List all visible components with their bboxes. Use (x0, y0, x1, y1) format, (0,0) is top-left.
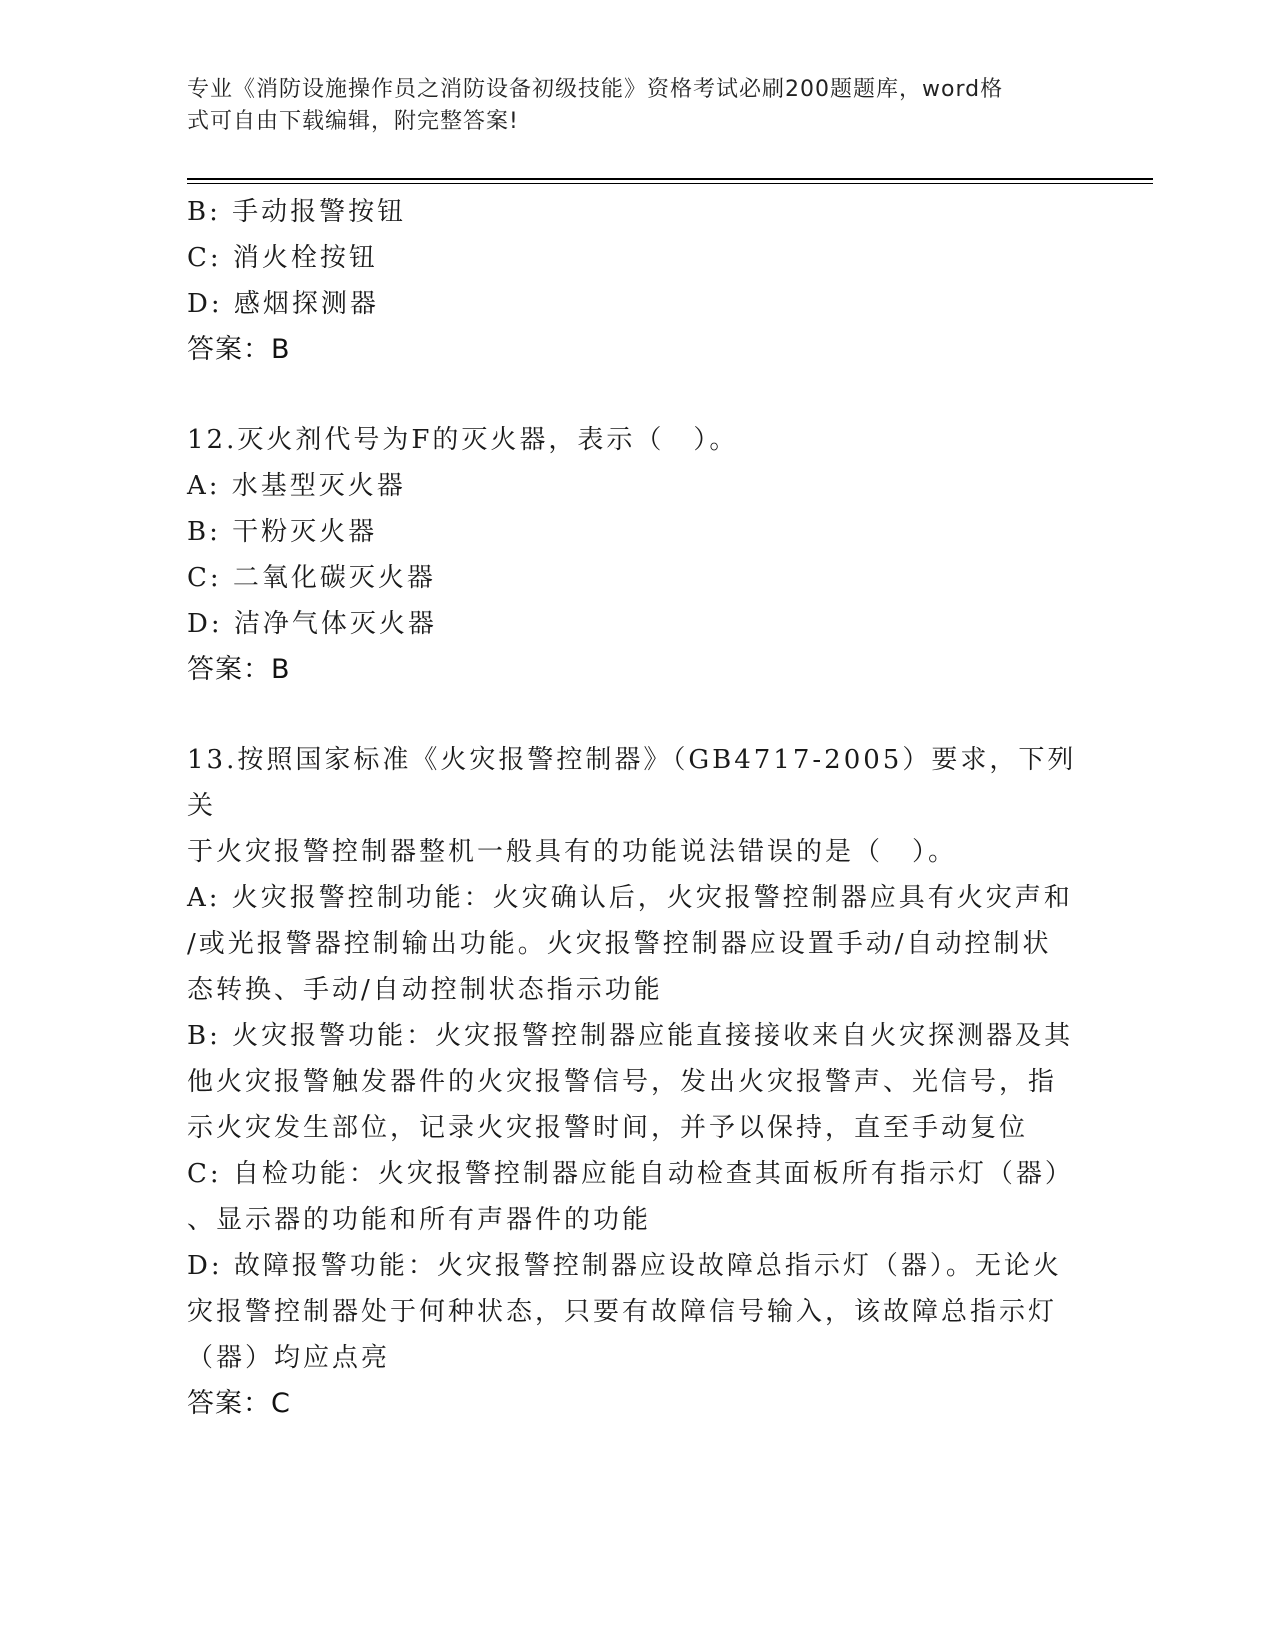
spacer (187, 693, 1077, 737)
header-divider-thick (187, 178, 1153, 180)
document-header (187, 74, 1067, 138)
option-c-line-1: C: 自检功能：火灾报警控制器应能自动检查其面板所有指示灯（器） (187, 1159, 1074, 1189)
option-c: C: 消火栓按钮 (187, 243, 378, 273)
option-d: D: 洁净气体灭火器 (187, 609, 437, 639)
option-d-line-3: （器）均应点亮 (187, 1343, 391, 1373)
option-a-line-1: A: 火灾报警控制功能：火灾确认后，火灾报警控制器应具有火灾声和 (187, 883, 1073, 913)
option-b-line-1: B: 火灾报警功能：火灾报警控制器应能直接接收来自火灾探测器及其 (187, 1021, 1074, 1051)
option-b: B: 手动报警按钮 (187, 197, 407, 227)
option-d: D: 感烟探测器 (187, 289, 379, 319)
document-body (187, 189, 1077, 1427)
option-a-line-2: /或光报警器控制输出功能。火灾报警控制器应设置手动/自动控制状 (187, 929, 1052, 959)
answer-line: 答案：B (187, 334, 291, 365)
option-d-line-2: 灾报警控制器处于何种状态，只要有故障信号输入，该故障总指示灯 (187, 1297, 1058, 1327)
option-a: A: 水基型灭火器 (187, 471, 406, 501)
option-a-line-3: 态转换、手动/自动控制状态指示功能 (187, 975, 663, 1005)
question-12-block (187, 417, 1077, 693)
option-c: C: 二氧化碳灭火器 (187, 563, 436, 593)
header-divider-thin (187, 183, 1153, 184)
option-b-line-2: 他火灾报警触发器件的火灾报警信号，发出火灾报警声、光信号，指 (187, 1067, 1058, 1097)
answer-line: 答案：C (187, 1388, 291, 1419)
spacer (187, 373, 1077, 417)
option-b: B: 干粉灭火器 (187, 517, 378, 547)
header-line-1: 专业《消防设施操作员之消防设备初级技能》资格考试必刷200题题库，word格 (187, 77, 1004, 102)
header-line-2: 式可自由下载编辑，附完整答案! (187, 109, 519, 134)
question-11-block (187, 189, 1077, 373)
question-13-block (187, 737, 1077, 1427)
option-b-line-3: 示火灾发生部位，记录火灾报警时间，并予以保持，直至手动复位 (187, 1113, 1029, 1143)
option-d-line-1: D: 故障报警功能：火灾报警控制器应设故障总指示灯（器）。无论火 (187, 1251, 1062, 1281)
question-text-line-1: 13.按照国家标准《火灾报警控制器》（GB4717-2005）要求，下列关 (187, 745, 1077, 821)
question-text-line-2: 于火灾报警控制器整机一般具有的功能说法错误的是（ ）。 (187, 837, 958, 867)
question-text: 12.灭火剂代号为F的灭火器，表示（ ）。 (187, 425, 739, 455)
option-c-line-2: 、显示器的功能和所有声器件的功能 (187, 1205, 652, 1235)
answer-line: 答案：B (187, 654, 291, 685)
